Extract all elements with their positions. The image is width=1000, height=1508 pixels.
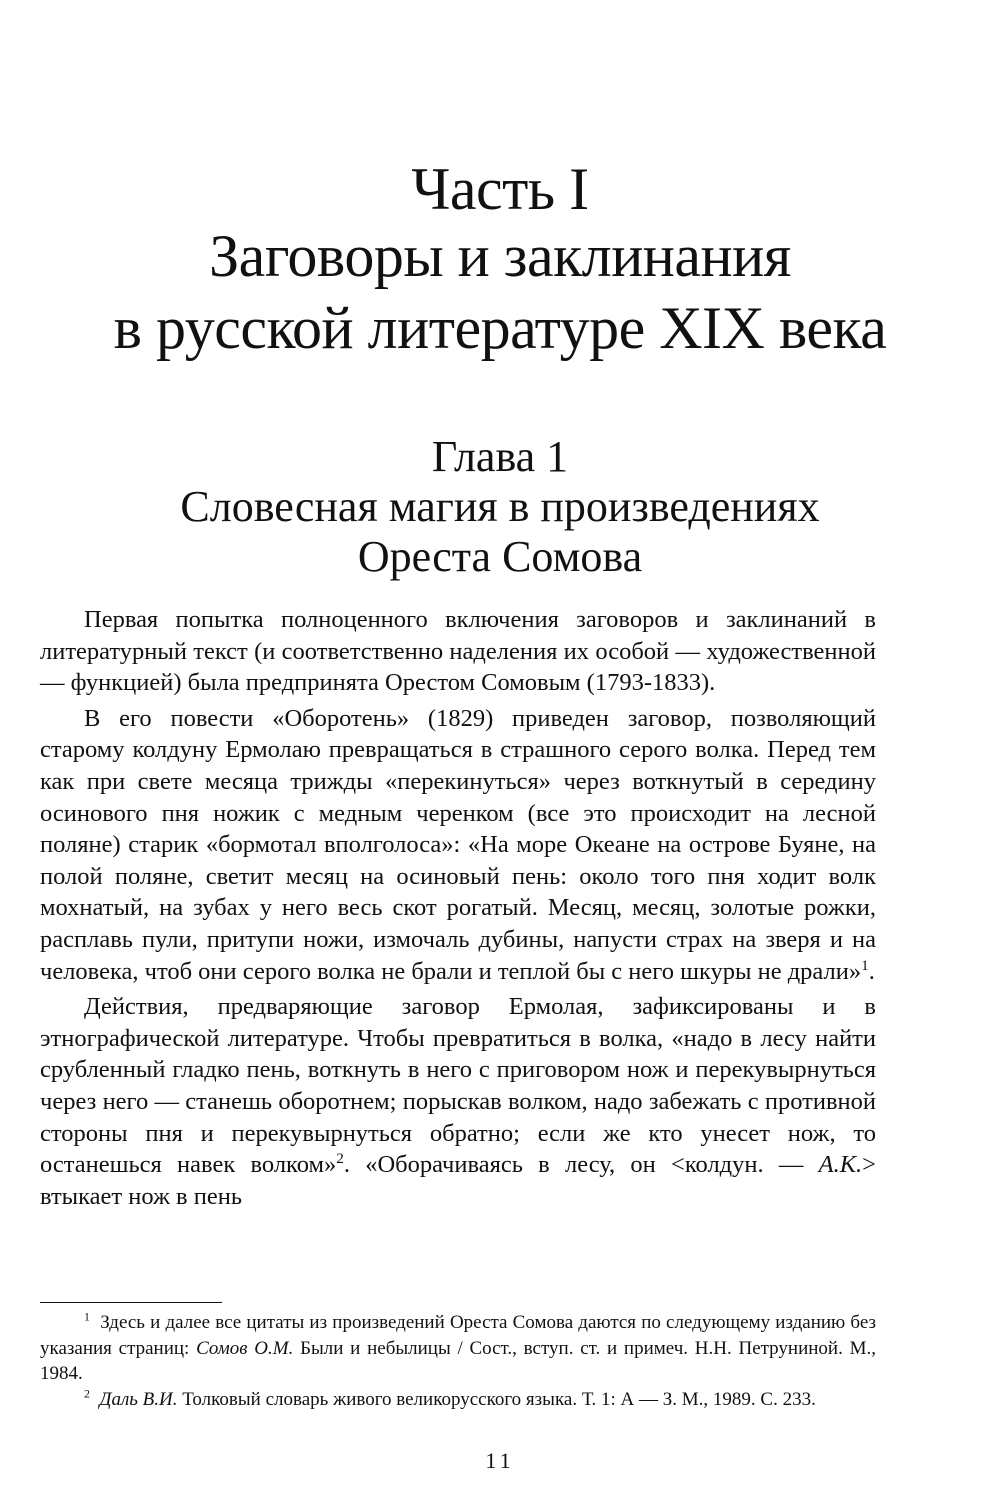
footnote-ref[interactable]: 1 xyxy=(861,956,869,974)
author-initials: А.К. xyxy=(818,1151,863,1179)
footnote-author: Сомов О.М. xyxy=(196,1337,294,1359)
chapter-subtitle-line: Ореста Сомова xyxy=(357,532,643,581)
page-number: 11 xyxy=(485,1448,515,1473)
part-subtitle-line: в русской литературе XIX века xyxy=(113,295,887,361)
footnotes xyxy=(40,1310,876,1412)
footnote-mark: 1 xyxy=(84,1310,90,1324)
chapter-title: Глава 1 xyxy=(431,432,569,481)
paragraph: Первая попытка полноценного включения заговоров и заклинаний в литературный текст (и соответственно наделения их особой — художественной — функцией) была предпринята Орестом Сомовым (1793-1833). xyxy=(40,606,876,697)
paragraph: В его повести «Оборотень» (1829) приведен заговор, позволяющий старому колдуну Ермолаю превращаться в страшного серого волка. Перед тем как при свете месяца трижды «перекинуться» через воткнутый в середину осинового пня ножик с медным черенком (все это происходит на лесной поляне) старик «бормотал вполголоса»: «На море Океане на острове Буяне, на полой поляне, светит месяц на осиновый пень: около того пня ходит волк мохнатый, на зубах у него весь скот рогатый. Месяц, месяц, золотые рожки, расплавь пули, притупи ножи, измочаль дубины, напусти страх на зверя и на человека, чтоб они серого волка не брали и теплой бы с него шкуры не драли»$^1$. xyxy=(40,704,876,985)
part-title: Часть I xyxy=(411,156,589,222)
part-subtitle xyxy=(0,220,1000,364)
footnote-mark: 2 xyxy=(84,1387,90,1401)
footnote-ref[interactable]: 2 xyxy=(336,1149,344,1167)
part-subtitle-line: Заговоры и заклинания xyxy=(209,223,791,289)
body-text xyxy=(40,604,876,1212)
footnote: $^2$ Даль В.И. Толковый словарь живого великорусского языка. Т. 1: А — З. М., 1989. С. 233. xyxy=(84,1387,816,1410)
footnote-divider xyxy=(40,1302,222,1303)
paragraph: Действия, предваряющие заговор Ермолая, зафиксированы и в этнографической литературе. Чтобы превратиться в волка, «надо в лесу найти срубленный гладко пень, воткнуть в него с приговором нож и перекувырнуться через него — станешь оборотнем; порыскав волком, надо забежать с противной стороны пня и перекувырнуться обратно; если же кто унесет нож, то останешься навек волком»$^2$. «Оборачиваясь в лесу, он <колдун. — А.К.> втыкает нож в пень xyxy=(40,993,876,1210)
chapter-subtitle-line: Словесная магия в произведениях xyxy=(180,482,820,531)
footnote-author: Даль В.И. xyxy=(99,1388,178,1410)
footnote: $^1$ Здесь и далее все цитаты из произведений Ореста Сомова даются по следующему изданию без указания страниц: Сомов О.М. Были и небылицы / Сост., вступ. ст. и примеч. Н.Н. Петруниной. М., 1984. xyxy=(40,1310,876,1384)
chapter-subtitle xyxy=(0,482,1000,582)
